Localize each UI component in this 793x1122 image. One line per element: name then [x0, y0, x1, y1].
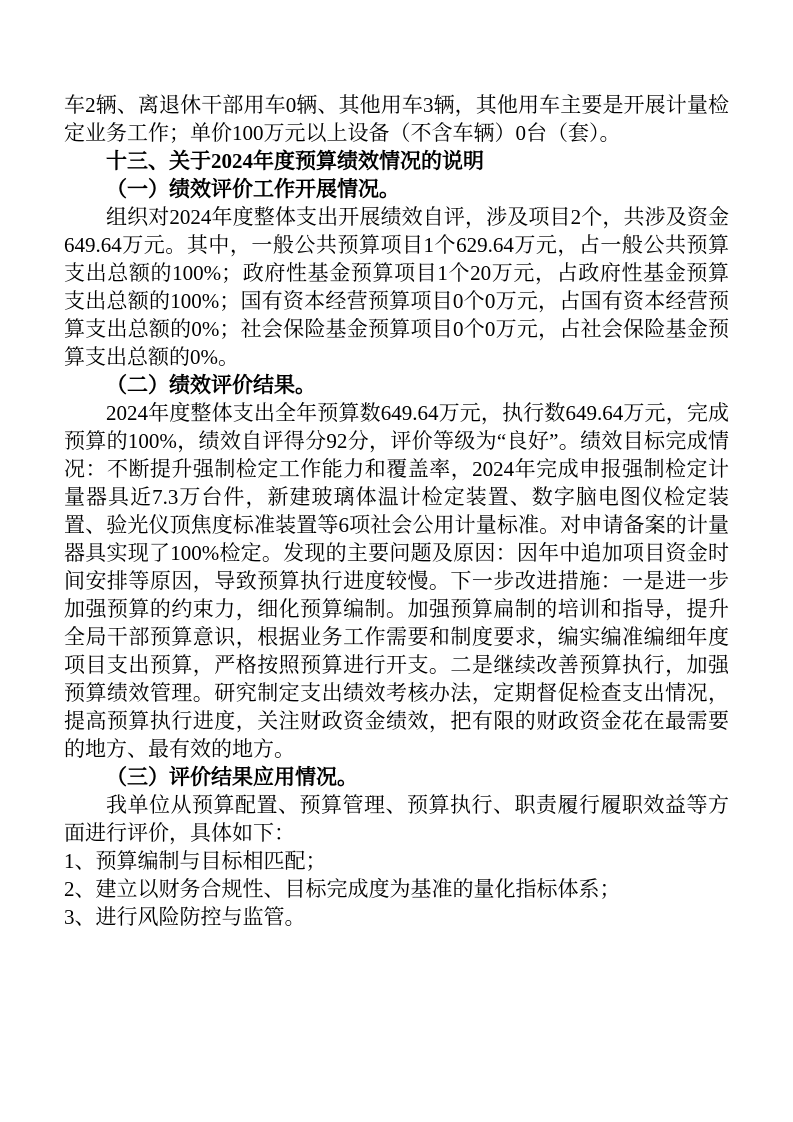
- subsection-1-performance-evaluation-work-heading: （一）绩效评价工作开展情况。: [106, 177, 400, 201]
- paragraph-evaluation-results-detail: 2024年度整体支出全年预算数649.64万元，执行数649.64万元，完成预算的100%，绩效自评得分92分，评价等级为“良好”。绩效目标完成情况：不断提升强制检定工作能力和覆盖率，2024年完成申报强制检定计量器具近7.3万台件，新建玻璃体温计检定装置、数字脑电图仪检定装置、验光仪顶焦度标准装置等6项社会公用计量标准。对申请备案的计量器具实现了100%检定。发现的主要问题及原因：因年中追加项目资金时间安排等原因，导致预算执行进度较慢。下一步改进措施：一是进一步加强预算的约束力，细化预算编制。加强预算扁制的培训和指导，提升全局干部预算意识，根据业务工作需要和制度要求，编实编准编细年度项目支出预算，严格按照预算进行开支。二是继续改善预算执行，加强预算绩效管理。研究制定支出绩效考核办法，定期督促检查支出情况，提高预算执行进度，关注财政资金绩效，把有限的财政资金花在最需要的地方、最有效的地方。: [64, 401, 729, 761]
- paragraph-performance-self-evaluation: 组织对2024年度整体支出开展绩效自评，涉及项目2个，共涉及资金649.64万元。其中，一般公共预算项目1个629.64万元，占一般公共预算支出总额的100%；政府性基金预算项目1个20万元，占政府性基金预算支出总额的100%；国有资本经营预算项目0个0万元，占国有资本经营预算支出总额的0%；社会保险基金预算项目0个0万元，占社会保险基金预算支出总额的0%。: [64, 205, 729, 369]
- section-13-heading: 十三、关于2024年度预算绩效情况的说明: [106, 149, 484, 173]
- list-item-2-quantified-indicator-system: 2、建立以财务合规性、目标完成度为基准的量化指标体系；: [64, 877, 621, 901]
- subsection-2-evaluation-results-heading: （二）绩效评价结果。: [106, 373, 316, 397]
- document-body: [64, 91, 729, 931]
- subsection-3-results-application-heading: （三）评价结果应用情况。: [106, 765, 358, 789]
- paragraph-evaluation-aspects-intro: 我单位从预算配置、预算管理、预算执行、职责履行履职效益等方面进行评价，具体如下：: [64, 793, 729, 845]
- list-item-3-risk-control-supervision: 3、进行风险防控与监管。: [64, 905, 306, 929]
- list-item-1-budget-matching: 1、预算编制与目标相匹配；: [64, 849, 327, 873]
- paragraph-vehicles-equipment-continuation: 车2辆、离退休干部用车0辆、其他用车3辆，其他用车主要是开展计量检定业务工作；单价100万元以上设备（不含车辆）0台（套）。: [64, 93, 729, 145]
